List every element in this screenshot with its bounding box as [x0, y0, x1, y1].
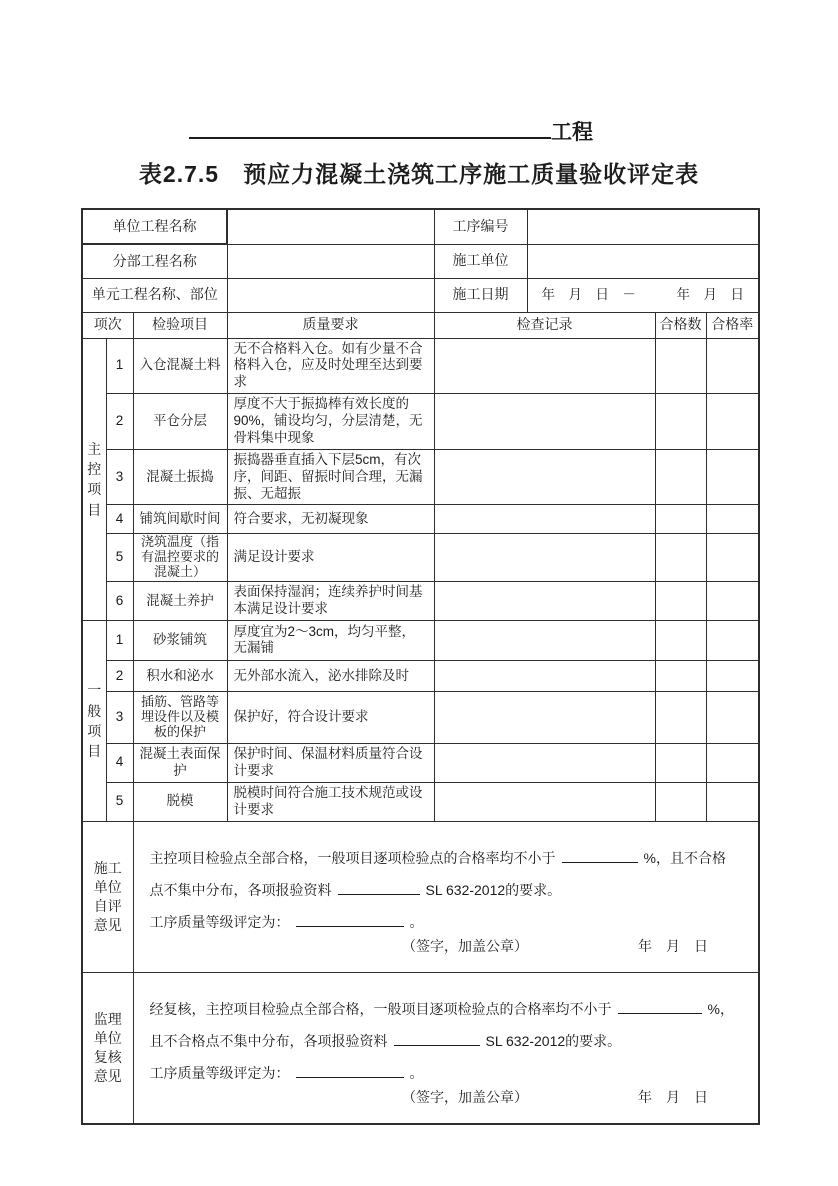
inspection-record-cell[interactable]: [434, 338, 655, 394]
pass-count-cell[interactable]: [655, 743, 706, 782]
item-name: 平仓分层: [133, 394, 227, 450]
division-project-name-label: 分部工程名称: [82, 244, 227, 278]
row-num: 5: [106, 782, 133, 821]
quality-requirement: 厚度不大于振捣棒有效长度的90%，铺设均匀，分层清楚，无骨料集中现象: [227, 394, 434, 450]
pass-count-cell[interactable]: [655, 505, 706, 534]
signature-row: [150, 938, 737, 962]
date-label[interactable]: 年 月 日: [638, 1089, 708, 1106]
item-name: 插筋、管路等埋设件以及模板的保护: [133, 691, 227, 743]
opinion-text: %，且不合格点不集中分布，各项报验资料: [149, 849, 726, 898]
table-row: [82, 209, 759, 244]
project-suffix-label: 工程: [551, 121, 593, 145]
report-data-blank[interactable]: [394, 1032, 480, 1046]
quality-requirement: 满足设计要求: [227, 534, 434, 582]
opinion-text: SL 632-2012的要求。: [425, 881, 562, 898]
table-row: [82, 505, 759, 534]
row-num: 3: [106, 449, 133, 505]
pass-rate-cell[interactable]: [706, 534, 759, 582]
quality-requirement: 脱模时间符合施工技术规范或设计要求: [227, 782, 434, 821]
element-project-name-label: 单元工程名称、部位: [82, 278, 227, 312]
opinion-paragraph: [150, 906, 737, 938]
item-name: 脱模: [133, 782, 227, 821]
row-num: 1: [106, 338, 133, 394]
col-header-pass-count: 合格数: [655, 312, 706, 338]
pass-rate-cell[interactable]: [706, 691, 759, 743]
row-num: 4: [106, 505, 133, 534]
row-num: 4: [106, 743, 133, 782]
table-row: [82, 534, 759, 582]
quality-requirement: 表面保持湿润；连续养护时间基本满足设计要求: [227, 582, 434, 621]
info-table: [81, 208, 760, 313]
signature-label: （签字，加盖公章）: [402, 1089, 528, 1106]
group-label-general: 一般项目: [82, 620, 106, 821]
inspection-record-cell[interactable]: [434, 691, 655, 743]
page-title: 表2.7.5 预应力混凝土浇筑工序施工质量验收评定表: [138, 161, 700, 187]
inspection-record-cell[interactable]: [434, 582, 655, 621]
pass-count-cell[interactable]: [655, 394, 706, 450]
report-data-blank[interactable]: [338, 881, 420, 895]
row-num: 5: [106, 534, 133, 582]
pass-count-cell[interactable]: [655, 582, 706, 621]
table-row: [82, 743, 759, 782]
row-num: 3: [106, 691, 133, 743]
quality-requirement: 厚度宜为2～3cm，均匀平整，无漏铺: [227, 620, 434, 660]
row-num: 2: [106, 660, 133, 691]
pass-rate-cell[interactable]: [706, 338, 759, 394]
table-row: [82, 278, 759, 312]
col-header-pass-rate: 合格率: [706, 312, 759, 338]
opinion-text: 。: [409, 1065, 424, 1082]
item-name: 浇筑温度（指有温控要求的混凝土）: [133, 534, 227, 582]
col-header-item: 检验项目: [133, 312, 227, 338]
pass-count-cell[interactable]: [655, 691, 706, 743]
table-row: [82, 620, 759, 660]
inspection-record-cell[interactable]: [434, 782, 655, 821]
col-header-requirement: 质量要求: [227, 312, 434, 338]
opinion-paragraph: [150, 993, 737, 1057]
table-row: [82, 449, 759, 505]
opinion-text: 主控项目检验点全部合格，一般项目逐项检验点的合格率均不小于: [149, 849, 556, 866]
opinion-text: 。: [409, 914, 424, 931]
item-name: 混凝土振捣: [133, 449, 227, 505]
construction-date-label: 施工日期: [434, 278, 527, 312]
table-row: [82, 782, 759, 821]
opinion-table: [81, 821, 760, 1125]
form-table: [81, 208, 758, 1125]
grade-blank[interactable]: [296, 1064, 404, 1078]
pass-rate-cell[interactable]: [706, 582, 759, 621]
contractor-self-assessment: [133, 821, 759, 972]
project-name-line: [0, 116, 810, 146]
pass-rate-cell[interactable]: [706, 620, 759, 660]
row-num: 6: [106, 582, 133, 621]
opinion-text: 工序质量等级评定为：: [149, 1065, 290, 1082]
pass-count-cell[interactable]: [655, 449, 706, 505]
row-num: 2: [106, 394, 133, 450]
opinion-text: 经复核，主控项目检验点全部合格，一般项目逐项检验点的合格率均不小于: [149, 1000, 612, 1017]
table-row: [82, 821, 759, 972]
opinion-text: %，且不合格点不集中分布，各项报验资料: [149, 1000, 734, 1049]
quality-requirement: 保护时间、保温材料质量符合设计要求: [227, 743, 434, 782]
construction-unit-value[interactable]: [527, 244, 759, 278]
unit-project-name-label: 单位工程名称: [82, 209, 227, 244]
table-row: [82, 660, 759, 691]
supervisor-review: [133, 972, 759, 1124]
table-header-row: [82, 312, 759, 338]
item-name: 入仓混凝土料: [133, 338, 227, 394]
date-label[interactable]: 年 月 日: [638, 938, 708, 955]
pass-count-cell[interactable]: [655, 620, 706, 660]
inspection-record-cell[interactable]: [434, 534, 655, 582]
opinion-paragraph: [150, 1057, 737, 1089]
pass-count-cell[interactable]: [655, 338, 706, 394]
table-row: [82, 338, 759, 394]
quality-requirement: 符合要求，无初凝现象: [227, 505, 434, 534]
construction-date-value[interactable]: 年 月 日 － 年 月 日: [527, 278, 759, 312]
inspection-record-cell[interactable]: [434, 449, 655, 505]
item-name: 铺筑间歇时间: [133, 505, 227, 534]
quality-requirement: 无不合格料入仓。如有少量不合格料入仓，应及时处理至达到要求: [227, 338, 434, 394]
pass-count-cell[interactable]: [655, 782, 706, 821]
pass-rate-cell[interactable]: [706, 660, 759, 691]
inspection-record-cell[interactable]: [434, 505, 655, 534]
opinion-paragraph: [150, 842, 737, 906]
unit-project-name-value[interactable]: [227, 209, 434, 244]
element-project-name-value[interactable]: [227, 278, 434, 312]
pass-count-cell[interactable]: [655, 534, 706, 582]
pass-rate-cell[interactable]: [706, 505, 759, 534]
col-header-record: 检查记录: [434, 312, 655, 338]
signature-label: （签字，加盖公章）: [402, 938, 528, 955]
pass-count-cell[interactable]: [655, 660, 706, 691]
inspection-record-cell[interactable]: [434, 660, 655, 691]
inspection-record-cell[interactable]: [434, 743, 655, 782]
signature-row: [150, 1089, 737, 1113]
quality-requirement: 无外部水流入，泌水排除及时: [227, 660, 434, 691]
pass-rate-cell[interactable]: [706, 394, 759, 450]
pass-rate-blank[interactable]: [618, 1000, 702, 1014]
col-header-index: 项次: [82, 312, 133, 338]
table-row: [82, 691, 759, 743]
row-num: 1: [106, 620, 133, 660]
table-row: [82, 972, 759, 1124]
table-row: [82, 582, 759, 621]
opinion-side-label-supervisor: 监理单位复核意见: [82, 972, 133, 1124]
construction-unit-label: 施工单位: [434, 244, 527, 278]
project-name-blank[interactable]: [189, 116, 551, 139]
pass-rate-cell[interactable]: [706, 743, 759, 782]
process-number-value[interactable]: [527, 209, 759, 244]
opinion-side-label-contractor: 施工单位自评意见: [82, 821, 133, 972]
process-number-label: 工序编号: [434, 209, 527, 244]
division-project-name-value[interactable]: [227, 244, 434, 278]
item-name: 砂浆铺筑: [133, 620, 227, 660]
inspection-record-cell[interactable]: [434, 394, 655, 450]
pass-rate-blank[interactable]: [562, 849, 638, 863]
opinion-text: SL 632-2012的要求。: [485, 1032, 622, 1049]
item-name: 积水和泌水: [133, 660, 227, 691]
grade-blank[interactable]: [296, 913, 404, 927]
inspection-record-cell[interactable]: [434, 620, 655, 660]
table-row: [82, 394, 759, 450]
table-row: [82, 244, 759, 278]
checklist-table: [81, 312, 760, 822]
quality-requirement: 振捣器垂直插入下层5cm，有次序，间距、留振时间合理，无漏振、无超振: [227, 449, 434, 505]
quality-requirement: 保护好，符合设计要求: [227, 691, 434, 743]
group-label-main-control: 主控项目: [82, 338, 106, 620]
opinion-text: 工序质量等级评定为：: [149, 914, 290, 931]
pass-rate-cell[interactable]: [706, 782, 759, 821]
item-name: 混凝土表面保护: [133, 743, 227, 782]
pass-rate-cell[interactable]: [706, 449, 759, 505]
item-name: 混凝土养护: [133, 582, 227, 621]
